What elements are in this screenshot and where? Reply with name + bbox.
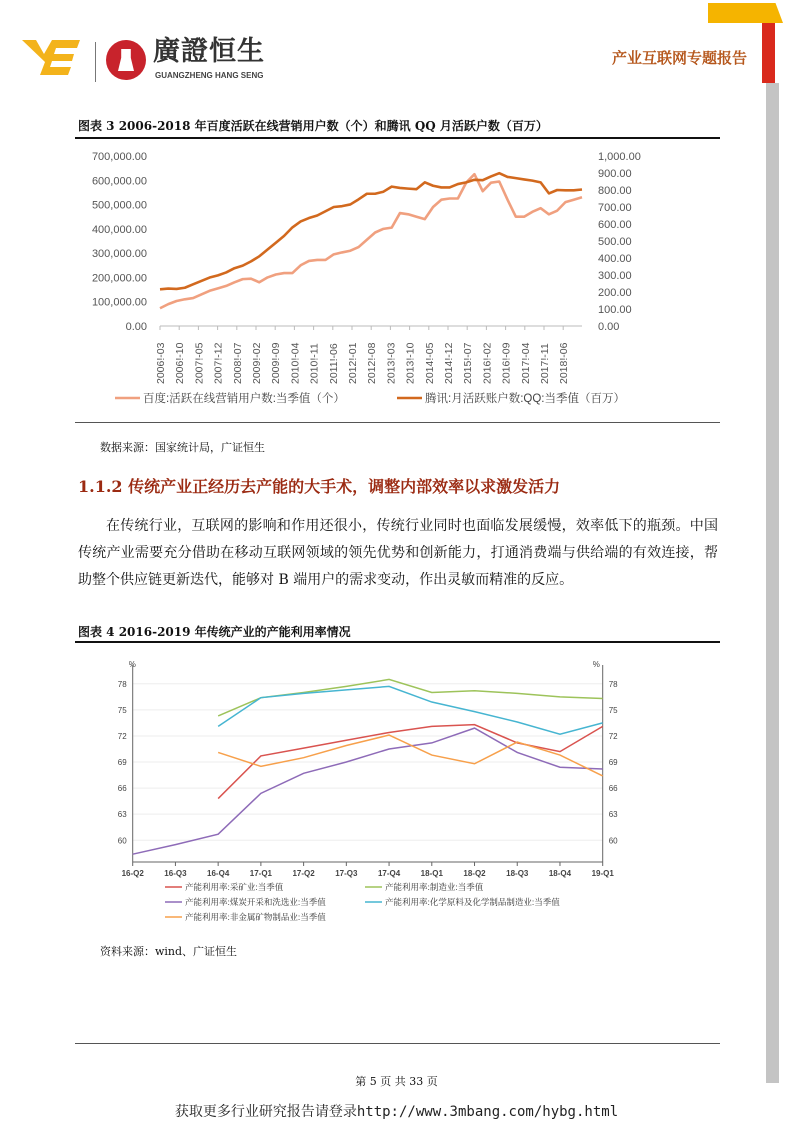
x-tick-label: 2010!-04 bbox=[289, 342, 302, 384]
x-tick-label: 17-Q2 bbox=[292, 869, 315, 878]
x-tick-label: 16-Q4 bbox=[207, 869, 230, 878]
left-tick-label: 69 bbox=[117, 758, 127, 768]
figure3-source: 数据来源：国家统计局，广证恒生 bbox=[100, 441, 265, 454]
x-tick-label: 18-Q3 bbox=[506, 869, 529, 878]
right-tick-label: 300.00 bbox=[598, 270, 632, 282]
x-tick-label: 2013!-10 bbox=[404, 342, 417, 384]
figure4-caption: 图表 4 2016-2019 年传统产业的产能利用率情况 bbox=[78, 625, 351, 639]
figure3-caption: 图表 3 2006-2018 年百度活跃在线营销用户数（个）和腾讯 QQ 月活跃户数（百万） bbox=[78, 119, 548, 133]
page-number: 第 5 页 共 33 页 bbox=[355, 1075, 438, 1088]
x-tick-label: 16-Q2 bbox=[121, 869, 144, 878]
section-paragraph: 在传统行业，互联网的影响和作用还很小，传统行业同时也面临发展缓慢，效率低下的瓶颈。中国传统产业需要充分借助在移动互联网领域的领先优势和创新能力，打通消费端与供给端的有效连接，帮助整个供应链更新迭代，能够对 B 端用户的需求变动，作出灵敏而精准的反应。 bbox=[78, 518, 718, 588]
right-tick-label: 63 bbox=[608, 810, 618, 820]
footer-rule bbox=[75, 1043, 720, 1044]
left-tick-label: 78 bbox=[117, 679, 127, 689]
legend-label: 产能利用率:煤炭开采和洗选业:当季值 bbox=[185, 897, 326, 907]
x-tick-label: 2007!-12 bbox=[212, 342, 225, 384]
left-tick-label: 66 bbox=[117, 784, 127, 794]
right-tick-label: 500.00 bbox=[598, 236, 632, 248]
right-tick-label: 400.00 bbox=[598, 253, 632, 265]
series-line bbox=[218, 679, 603, 716]
left-tick-label: 75 bbox=[117, 705, 127, 715]
x-tick-label: 17-Q4 bbox=[377, 869, 401, 878]
brand-name-en: GUANGZHENG HANG SENG bbox=[155, 71, 264, 80]
x-tick-label: 18-Q2 bbox=[463, 869, 486, 878]
legend-label: 百度:活跃在线营销用户数:当季值（个） bbox=[143, 393, 345, 405]
series-line bbox=[218, 735, 603, 776]
figure3-top-rule bbox=[75, 137, 720, 139]
x-tick-label: 16-Q3 bbox=[164, 869, 187, 878]
left-tick-label: 100,000.00 bbox=[91, 296, 147, 309]
left-tick-label: 200,000.00 bbox=[91, 272, 147, 285]
right-tick-label: 69 bbox=[608, 758, 618, 768]
section-heading: 1.1.2 传统产业正经历去产能的大手术，调整内部效率以求激发活力 bbox=[78, 477, 561, 496]
legend-label: 产能利用率:采矿业:当季值 bbox=[185, 882, 284, 892]
x-tick-label: 2018!-06 bbox=[558, 342, 571, 384]
right-tick-label: 100.00 bbox=[598, 304, 632, 316]
right-tick-label: 700.00 bbox=[598, 202, 632, 214]
legend-label: 产能利用率:制造业:当季值 bbox=[385, 882, 484, 892]
left-tick-label: 600,000.00 bbox=[91, 175, 147, 188]
x-tick-label: 2017!-11 bbox=[539, 343, 551, 384]
x-tick-label: 2010!-11 bbox=[308, 343, 321, 384]
right-tick-label: 60 bbox=[608, 836, 618, 846]
left-unit-label: % bbox=[128, 660, 136, 669]
side-bar bbox=[766, 83, 779, 1083]
left-tick-label: 400,000.00 bbox=[91, 223, 147, 236]
right-tick-label: 900.00 bbox=[598, 168, 632, 180]
right-tick-label: 75 bbox=[608, 705, 618, 715]
legend-label: 产能利用率:化学原料及化学制品制造业:当季值 bbox=[385, 897, 560, 907]
legend-label: 腾讯:月活跃账户数:QQ:当季值（百万） bbox=[425, 393, 625, 405]
right-tick-label: 1,000.00 bbox=[598, 151, 641, 163]
right-tick-label: 72 bbox=[608, 731, 618, 741]
x-tick-label: 2017!-04 bbox=[519, 342, 532, 384]
seal-logo-icon bbox=[106, 40, 146, 80]
x-tick-label: 2015!-07 bbox=[462, 342, 475, 384]
figure3-chart bbox=[75, 140, 720, 420]
left-tick-label: 63 bbox=[117, 810, 127, 820]
x-tick-label: 2007!-05 bbox=[193, 342, 206, 384]
x-tick-label: 2012!-08 bbox=[366, 342, 379, 384]
x-tick-label: 2014!-05 bbox=[423, 342, 436, 384]
x-tick-label: 18-Q1 bbox=[420, 869, 443, 878]
right-tick-label: 78 bbox=[608, 679, 618, 689]
right-tick-label: 200.00 bbox=[598, 287, 632, 299]
figure3-bottom-rule bbox=[75, 422, 720, 423]
x-tick-label: 2006!-10 bbox=[174, 342, 187, 384]
left-tick-label: 300,000.00 bbox=[91, 248, 147, 261]
figure4-source: 资料来源：wind、广证恒生 bbox=[100, 945, 238, 958]
left-tick-label: 700,000.00 bbox=[91, 151, 147, 163]
left-tick-label: 500,000.00 bbox=[91, 199, 147, 212]
x-tick-label: 18-Q4 bbox=[548, 869, 572, 878]
x-tick-label: 2016!-02 bbox=[481, 342, 494, 384]
x-tick-label: 17-Q1 bbox=[249, 869, 272, 878]
right-unit-label: % bbox=[592, 660, 600, 669]
x-tick-label: 17-Q3 bbox=[335, 869, 358, 878]
x-tick-label: 2014!-12 bbox=[443, 342, 455, 384]
right-tick-label: 800.00 bbox=[598, 185, 632, 197]
legend-label: 产能利用率:非金属矿物制品业:当季值 bbox=[185, 912, 326, 922]
x-tick-label: 2013!-03 bbox=[385, 342, 398, 384]
footer-link[interactable]: 获取更多行业研究报告请登录http://www.3mbang.com/hybg.html bbox=[174, 1104, 619, 1120]
x-tick-label: 2009!-02 bbox=[251, 342, 263, 384]
x-tick-label: 2012!-01 bbox=[347, 342, 359, 384]
figure4-chart bbox=[75, 643, 720, 933]
x-tick-label: 2008!-07 bbox=[231, 342, 244, 384]
x-tick-label: 2011!-06 bbox=[327, 343, 340, 384]
x-tick-label: 2006!-03 bbox=[155, 342, 167, 384]
left-tick-label: 0.00 bbox=[125, 321, 147, 333]
corner-tab bbox=[708, 3, 783, 23]
ye-logo-icon bbox=[22, 40, 80, 80]
right-tick-label: 600.00 bbox=[598, 219, 632, 231]
brand-name: 廣證恒生 bbox=[153, 36, 265, 67]
x-tick-label: 2009!-09 bbox=[270, 342, 283, 384]
series-line-tencent bbox=[160, 173, 582, 289]
x-tick-label: 19-Q1 bbox=[591, 869, 614, 878]
left-tick-label: 60 bbox=[117, 836, 127, 846]
right-tick-label: 0.00 bbox=[598, 321, 620, 333]
left-tick-label: 72 bbox=[117, 731, 127, 741]
right-tick-label: 66 bbox=[608, 784, 618, 794]
logo-divider bbox=[95, 42, 96, 82]
x-tick-label: 2016!-09 bbox=[500, 342, 513, 384]
side-bar-accent bbox=[762, 23, 775, 83]
report-title: 产业互联网专题报告 bbox=[612, 49, 748, 67]
